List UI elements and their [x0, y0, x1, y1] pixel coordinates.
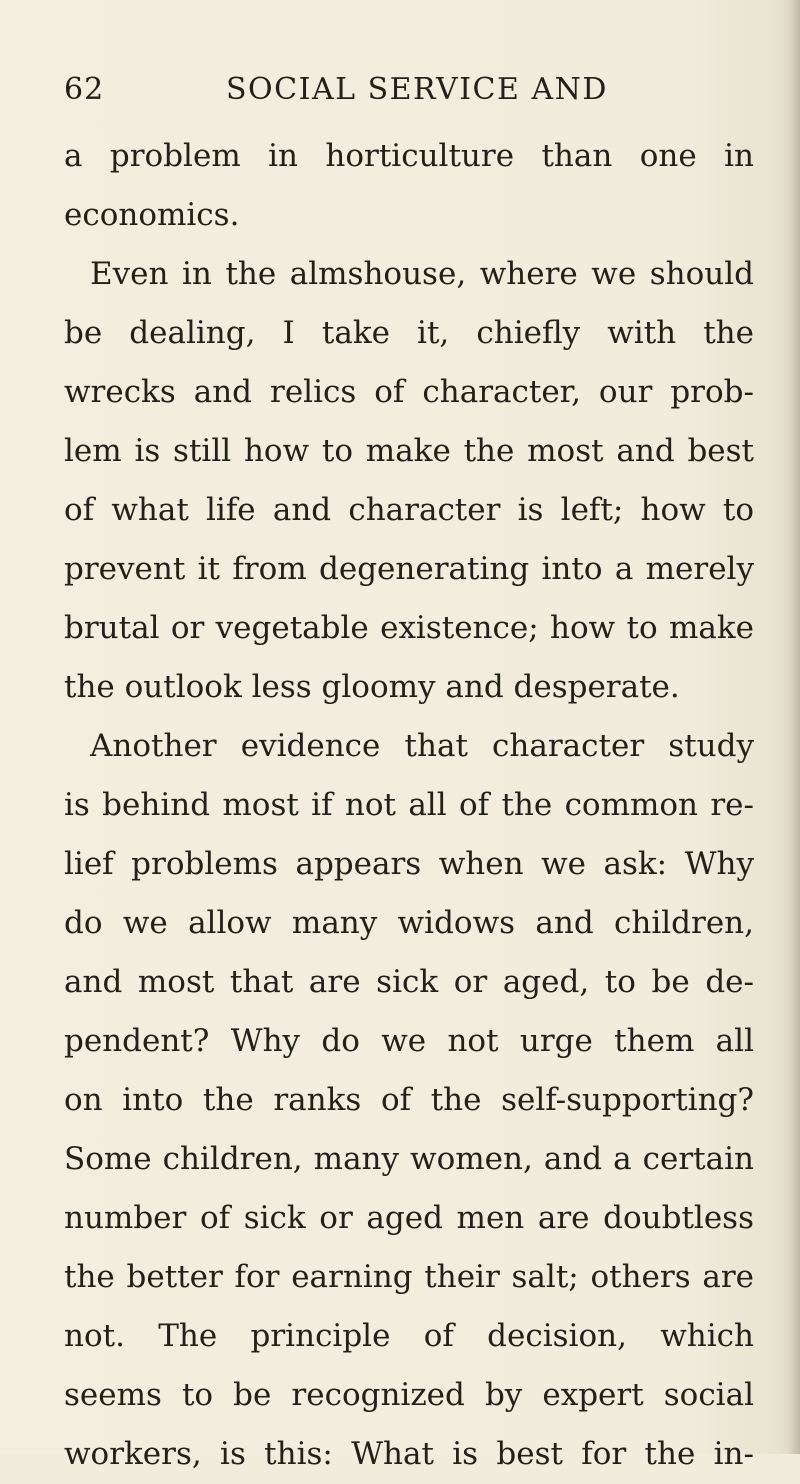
text-line: Some children, many women, and a certain: [64, 1141, 754, 1177]
text-line: prevent it from degenerating into a merely: [64, 551, 754, 587]
page-header: [64, 72, 744, 116]
text-line: and most that are sick or aged, to be de-: [64, 964, 754, 1000]
text-line: lem is still how to make the most and best: [64, 433, 754, 469]
text-line: number of sick or aged men are doubtless: [64, 1200, 754, 1236]
running-head: SOCIAL SERVICE AND: [226, 72, 608, 107]
text-line: a problem in horticulture than one in: [64, 138, 754, 174]
text-line: economics.: [64, 197, 240, 233]
text-line: seems to be recognized by expert social: [64, 1377, 754, 1413]
text-line: the better for earning their salt; others are: [64, 1259, 754, 1295]
text-line: on into the ranks of the self-supporting?: [64, 1082, 754, 1118]
text-line: Another evidence that character study: [90, 728, 754, 764]
text-line: the outlook less gloomy and desperate.: [64, 669, 680, 705]
text-line: be dealing, I take it, chiefly with the: [64, 315, 754, 351]
page-number: 62: [64, 72, 105, 107]
text-line: is behind most if not all of the common re-: [64, 787, 754, 823]
text-line: lief problems appears when we ask: Why: [64, 846, 754, 882]
text-line: workers, is this: What is best for the in-: [64, 1436, 754, 1472]
text-line: Even in the almshouse, where we should: [90, 256, 754, 292]
text-line: wrecks and relics of character, our prob-: [64, 374, 754, 410]
text-line: brutal or vegetable existence; how to make: [64, 610, 754, 646]
text-line: of what life and character is left; how to: [64, 492, 754, 528]
body-text: [64, 127, 754, 1484]
page-edge-shadow: [788, 0, 800, 1454]
text-line: not. The principle of decision, which: [64, 1318, 754, 1354]
text-line: do we allow many widows and children,: [64, 905, 754, 941]
text-line: pendent? Why do we not urge them all: [64, 1023, 754, 1059]
